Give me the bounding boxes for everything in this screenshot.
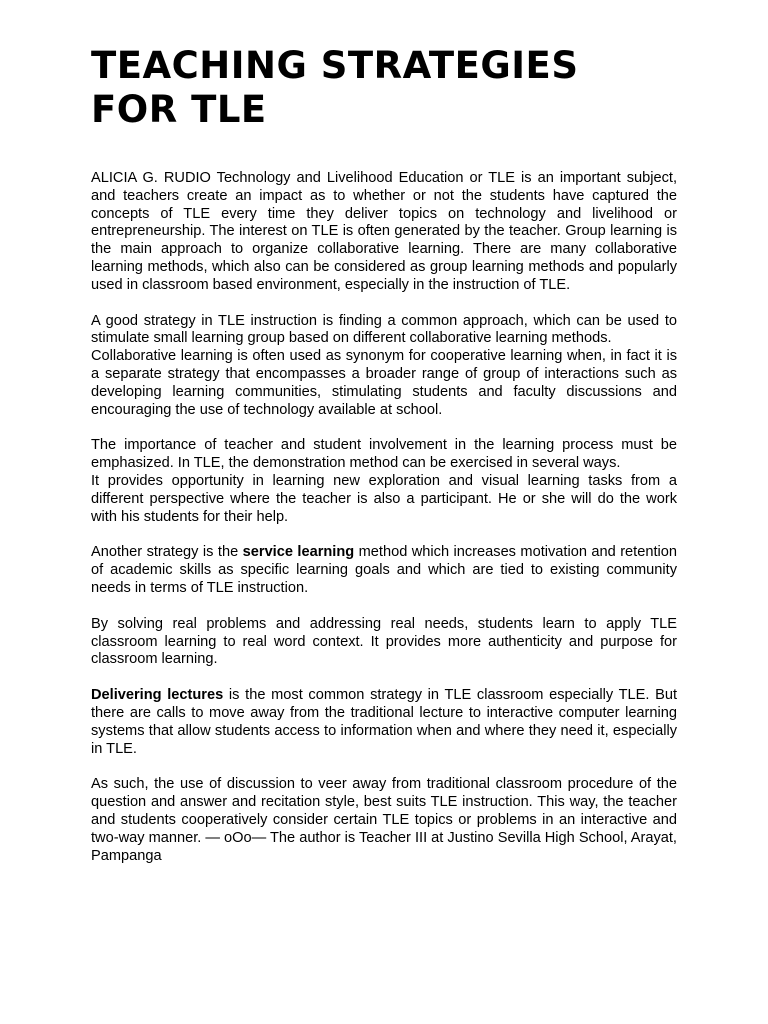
paragraph-line: As such, the use of discussion to veer away from traditional classroom procedure of the question and answer and recitation style, best suits TLE instruction. This way, the teacher and students cooperatively consider certain TLE topics or problems in an interactive and two-way manner. — oOo— The author is Teacher III at Justino Sevilla High School, Arayat, Pampanga	[91, 776, 677, 864]
bold-term: Delivering lectures	[91, 687, 224, 704]
paragraph-involvement	[91, 437, 677, 526]
paragraph-service-learning	[91, 544, 677, 597]
paragraph-text: Another strategy is the	[91, 544, 243, 561]
paragraph-intro	[91, 170, 677, 295]
paragraph-lectures	[91, 687, 677, 758]
paragraph-text: is the most common strategy in TLE classroom especially TLE. But there are calls to move away from the traditional lecture to interactive computer learning systems that allow students access to information when and where they need it, especially in TLE.	[91, 687, 678, 757]
paragraph-line: A good strategy in TLE instruction is finding a common approach, which can be used to stimulate small learning group based on different collaborative learning methods.	[91, 312, 677, 347]
document-page	[91, 44, 677, 883]
paragraph-text: method which increases motivation and retention of academic skills as specific learning goals and which are tied to existing community needs in terms of TLE instruction.	[91, 544, 677, 596]
bold-term: service learning	[242, 544, 355, 561]
paragraph-line: Collaborative learning is often used as synonym for cooperative learning when, in fact it is a separate strategy that encompasses a broader range of group of interactions such as developing learning communities, stimulating students and faculty discussions and encouraging the use of technology available at school.	[91, 348, 677, 418]
paragraph-good-strategy	[91, 313, 677, 420]
paragraph-line: By solving real problems and addressing real needs, students learn to apply TLE classroom learning to real word context. It provides more authenticity and purpose for classroom learning.	[91, 615, 677, 668]
paragraph-discussion	[91, 776, 677, 865]
paragraph-real-problems	[91, 616, 677, 669]
paragraph-line: The importance of teacher and student involvement in the learning process must be emphasized. In TLE, the demonstration method can be exercised in several ways.	[91, 437, 677, 472]
paragraph-line: ALICIA G. RUDIO Technology and Livelihood Education or TLE is an important subject, and teachers create an impact as to whether or not the students have captured the concepts of TLE every time they deliver topics on technology and livelihood or entrepreneurship. The interest on TLE is often generated by the teacher. Group learning is the main approach to organize collaborative learning. There are many collaborative learning methods, which also can be considered as group learning methods and popularly used in classroom based environment, especially in the instruction of TLE.	[91, 170, 677, 293]
document-title: TEACHING STRATEGIES FOR TLE	[91, 44, 579, 131]
paragraph-line: It provides opportunity in learning new exploration and visual learning tasks from a different perspective where the teacher is also a participant. He or she will do the work with his students for their help.	[91, 472, 677, 525]
